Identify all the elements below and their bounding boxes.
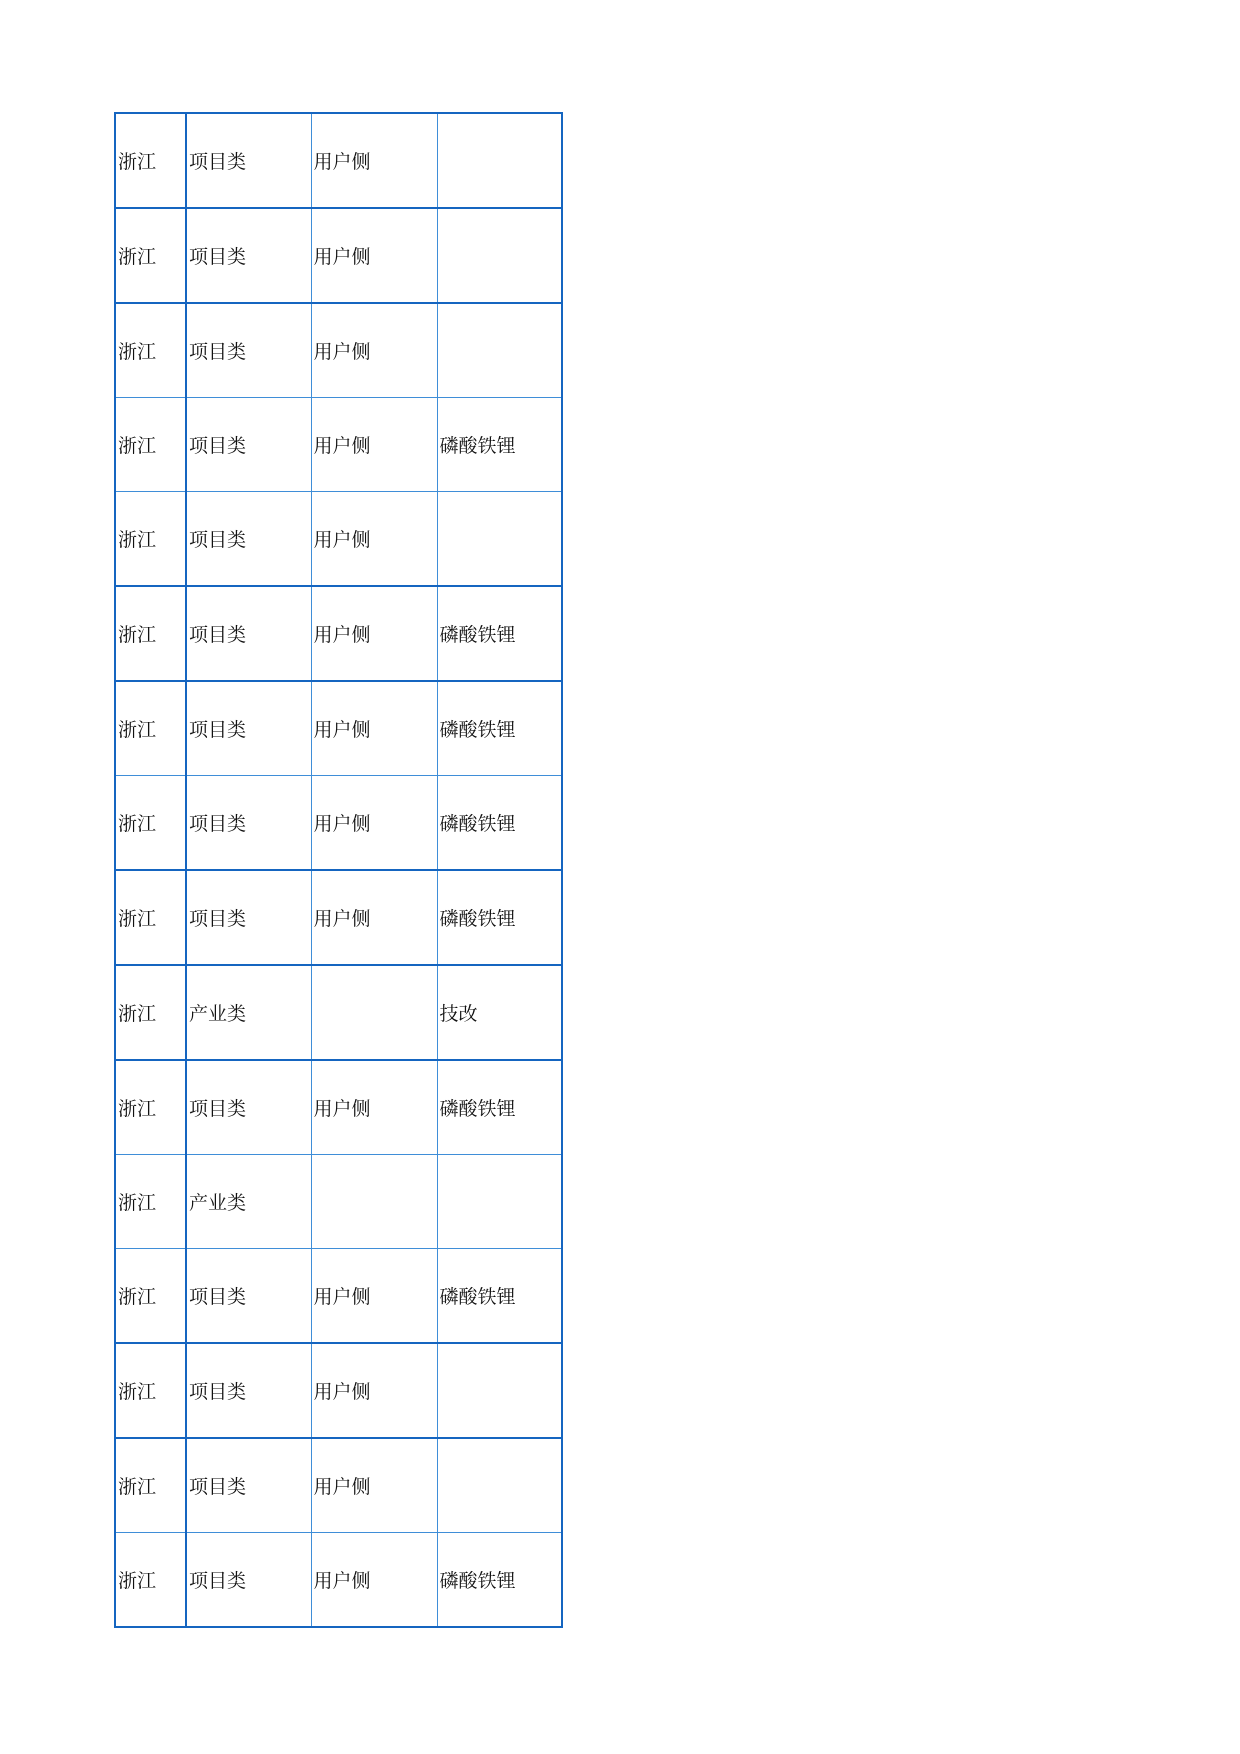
- cell-side: 用户侧: [311, 1343, 437, 1438]
- table-row: [115, 1060, 562, 1155]
- table-row: [115, 1155, 562, 1249]
- cell-category: 产业类: [186, 1155, 311, 1249]
- table-row: [115, 681, 562, 776]
- table-row: [115, 303, 562, 398]
- cell-side: 用户侧: [311, 1438, 437, 1533]
- cell-side: 用户侧: [311, 113, 437, 208]
- cell-province: 浙江: [115, 681, 186, 776]
- cell-side: 用户侧: [311, 208, 437, 303]
- cell-province: 浙江: [115, 1533, 186, 1628]
- cell-tech: 磷酸铁锂: [437, 1533, 562, 1628]
- data-table: [114, 112, 563, 1628]
- cell-side: 用户侧: [311, 1249, 437, 1344]
- cell-side: 用户侧: [311, 681, 437, 776]
- cell-province: 浙江: [115, 398, 186, 492]
- cell-tech: 磷酸铁锂: [437, 681, 562, 776]
- cell-category: 产业类: [186, 965, 311, 1060]
- cell-category: 项目类: [186, 1343, 311, 1438]
- cell-province: 浙江: [115, 965, 186, 1060]
- cell-tech: [437, 208, 562, 303]
- table-row: [115, 1533, 562, 1628]
- cell-side: 用户侧: [311, 1060, 437, 1155]
- cell-category: 项目类: [186, 1060, 311, 1155]
- cell-category: 项目类: [186, 113, 311, 208]
- table-row: [115, 492, 562, 587]
- cell-category: 项目类: [186, 1533, 311, 1628]
- cell-province: 浙江: [115, 1438, 186, 1533]
- cell-tech: 磷酸铁锂: [437, 870, 562, 965]
- cell-side: 用户侧: [311, 1533, 437, 1628]
- cell-tech: [437, 113, 562, 208]
- cell-tech: [437, 1155, 562, 1249]
- cell-tech: [437, 303, 562, 398]
- table-row: [115, 398, 562, 492]
- cell-province: 浙江: [115, 303, 186, 398]
- cell-side: 用户侧: [311, 870, 437, 965]
- cell-side: 用户侧: [311, 776, 437, 871]
- cell-province: 浙江: [115, 870, 186, 965]
- cell-side: 用户侧: [311, 586, 437, 681]
- cell-category: 项目类: [186, 586, 311, 681]
- table-row: [115, 870, 562, 965]
- table-row: [115, 208, 562, 303]
- cell-category: 项目类: [186, 870, 311, 965]
- cell-province: 浙江: [115, 1249, 186, 1344]
- cell-tech: 技改: [437, 965, 562, 1060]
- cell-category: 项目类: [186, 1249, 311, 1344]
- cell-tech: [437, 1343, 562, 1438]
- cell-side: 用户侧: [311, 398, 437, 492]
- cell-tech: 磷酸铁锂: [437, 398, 562, 492]
- cell-tech: 磷酸铁锂: [437, 1249, 562, 1344]
- table-row: [115, 776, 562, 871]
- cell-province: 浙江: [115, 113, 186, 208]
- cell-category: 项目类: [186, 1438, 311, 1533]
- cell-province: 浙江: [115, 208, 186, 303]
- cell-category: 项目类: [186, 776, 311, 871]
- cell-province: 浙江: [115, 586, 186, 681]
- table-row: [115, 1438, 562, 1533]
- cell-side: [311, 965, 437, 1060]
- cell-tech: 磷酸铁锂: [437, 776, 562, 871]
- table-row: [115, 1343, 562, 1438]
- table-row: [115, 1249, 562, 1344]
- cell-category: 项目类: [186, 303, 311, 398]
- cell-tech: [437, 1438, 562, 1533]
- table-body: [115, 113, 562, 1627]
- cell-category: 项目类: [186, 208, 311, 303]
- cell-side: [311, 1155, 437, 1249]
- cell-side: 用户侧: [311, 492, 437, 587]
- cell-category: 项目类: [186, 681, 311, 776]
- cell-province: 浙江: [115, 1060, 186, 1155]
- cell-tech: [437, 492, 562, 587]
- cell-province: 浙江: [115, 776, 186, 871]
- table-row: [115, 586, 562, 681]
- cell-category: 项目类: [186, 492, 311, 587]
- table-row: [115, 965, 562, 1060]
- cell-tech: 磷酸铁锂: [437, 586, 562, 681]
- table-row: [115, 113, 562, 208]
- cell-category: 项目类: [186, 398, 311, 492]
- cell-province: 浙江: [115, 492, 186, 587]
- cell-side: 用户侧: [311, 303, 437, 398]
- cell-tech: 磷酸铁锂: [437, 1060, 562, 1155]
- cell-province: 浙江: [115, 1155, 186, 1249]
- cell-province: 浙江: [115, 1343, 186, 1438]
